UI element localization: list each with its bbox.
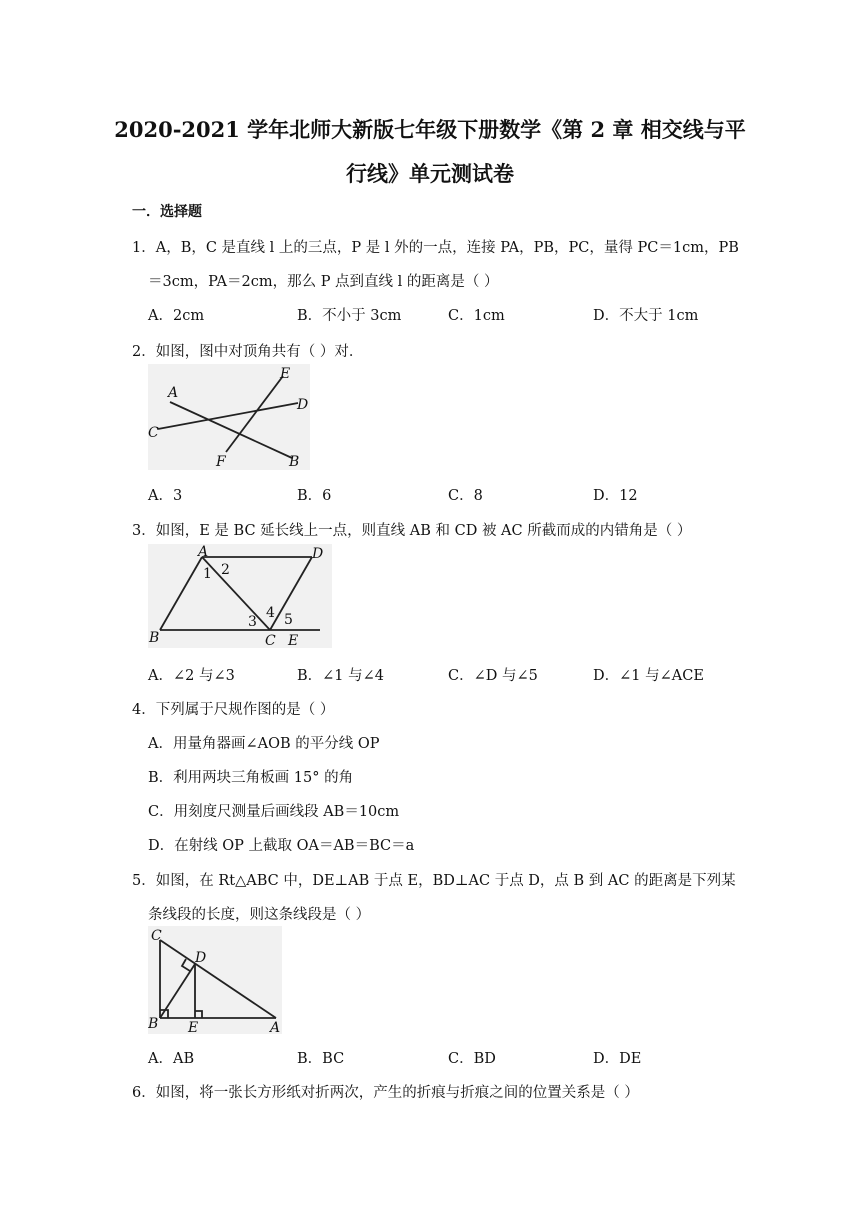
- label-1: 1: [203, 566, 212, 582]
- q3-figure: [148, 544, 332, 648]
- q3-option-a: A．∠2 与∠3: [148, 668, 235, 684]
- label-d: D: [312, 546, 324, 562]
- q5-option-c: C．BD: [448, 1051, 496, 1067]
- label-2: 2: [221, 562, 230, 578]
- section-heading: 一．选择题: [132, 204, 202, 220]
- q5-stem-line-2: 条线段的长度，则这条线段是（ ）: [148, 907, 371, 923]
- q3-option-d: D．∠1 与∠ACE: [593, 668, 704, 684]
- q1-stem-line-1: 1．A，B，C 是直线 l 上的三点，P 是 l 外的一点，连接 PA，PB，PC，量得 PC＝1cm，PB: [132, 240, 739, 256]
- q4-option-b: B．利用两块三角板画 15° 的角: [148, 770, 354, 786]
- right-angle-d: [182, 959, 190, 971]
- q5-figure: [148, 926, 282, 1034]
- q4-option-a: A．用量角器画∠AOB 的平分线 OP: [148, 736, 380, 752]
- label-f: F: [216, 454, 226, 470]
- label-e: E: [288, 633, 299, 648]
- line-ab: [160, 557, 202, 630]
- q1-option-d: D．不大于 1cm: [593, 308, 699, 324]
- line-ca: [160, 940, 276, 1018]
- q2-option-c: C．8: [448, 488, 483, 504]
- label-e: E: [188, 1020, 199, 1034]
- q3-option-c: C．∠D 与∠5: [448, 668, 538, 684]
- label-a: A: [198, 544, 209, 560]
- q1-option-b: B．不小于 3cm: [297, 308, 402, 324]
- q2-figure: [148, 364, 310, 470]
- q4-option-d: D．在射线 OP 上截取 OA＝AB＝BC＝a: [148, 838, 415, 854]
- title-line-1: 2020-2021 学年北师大新版七年级下册数学《第 2 章 相交线与平: [114, 117, 746, 142]
- q2-figure-svg: [148, 364, 310, 470]
- label-a: A: [270, 1020, 281, 1034]
- q1-stem-line-2: ＝3cm，PA＝2cm，那么 P 点到直线 l 的距离是（ ）: [148, 274, 499, 290]
- label-b: B: [149, 630, 160, 646]
- label-3: 3: [248, 614, 257, 630]
- q4-stem: 4．下列属于尺规作图的是（ ）: [132, 702, 335, 718]
- label-b: B: [289, 454, 300, 470]
- q3-option-b: B．∠1 与∠4: [297, 668, 385, 684]
- q2-option-b: B．6: [297, 488, 332, 504]
- q5-option-d: D．DE: [593, 1051, 642, 1067]
- q5-stem-line-1: 5．如图，在 Rt△ABC 中，DE⊥AB 于点 E，BD⊥AC 于点 D，点 B 到 AC 的距离是下列某: [132, 873, 736, 889]
- q5-option-b: B．BC: [297, 1051, 345, 1067]
- q4-option-c: C．用刻度尺测量后画线段 AB＝10cm: [148, 804, 400, 820]
- line-ab: [170, 402, 292, 458]
- label-b: B: [148, 1016, 159, 1032]
- label-c: C: [265, 633, 276, 648]
- label-a: A: [168, 385, 179, 401]
- right-angle-e: [195, 1011, 202, 1018]
- label-e: E: [280, 366, 291, 382]
- q2-option-d: D．12: [593, 488, 638, 504]
- q2-stem: 2．如图，图中对顶角共有（ ）对．: [132, 344, 364, 360]
- q2-option-a: A．3: [148, 488, 183, 504]
- q3-stem: 3．如图，E 是 BC 延长线上一点，则直线 AB 和 CD 被 AC 所截而成的内错角是（ ）: [132, 523, 692, 539]
- q5-figure-svg: [148, 926, 282, 1034]
- q1-option-a: A．2cm: [148, 308, 205, 324]
- label-d: D: [195, 950, 207, 966]
- label-4: 4: [266, 605, 275, 621]
- q6-stem: 6．如图，将一张长方形纸对折两次，产生的折痕与折痕之间的位置关系是（ ）: [132, 1085, 639, 1101]
- label-d: D: [297, 397, 309, 413]
- title-line-2: 行线》单元测试卷: [346, 161, 514, 186]
- label-5: 5: [284, 612, 293, 628]
- label-c: C: [148, 425, 159, 441]
- q3-figure-svg: [148, 544, 332, 648]
- q1-option-c: C．1cm: [448, 308, 505, 324]
- q5-option-a: A．AB: [148, 1051, 195, 1067]
- line-ac: [202, 557, 270, 630]
- label-c: C: [151, 928, 162, 944]
